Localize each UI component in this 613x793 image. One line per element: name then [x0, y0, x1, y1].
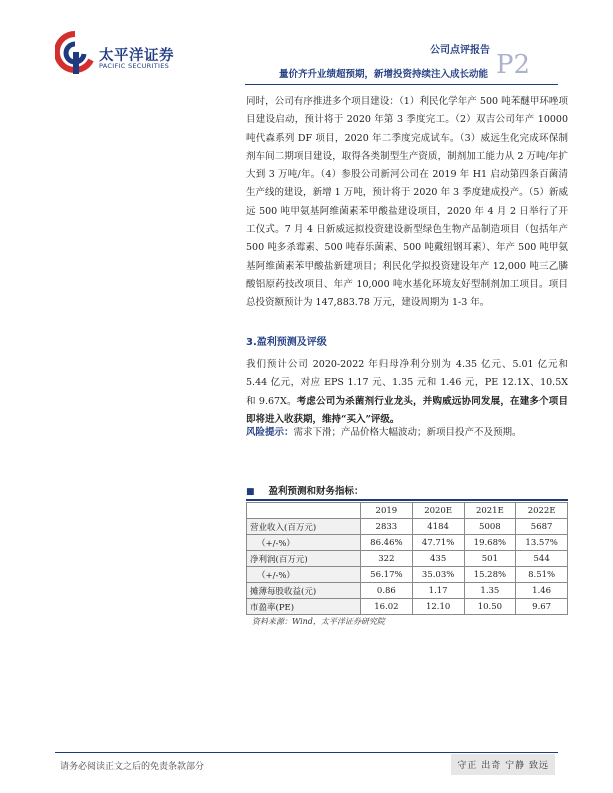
table-row: [247, 535, 568, 551]
forecast-paragraph: [246, 356, 568, 429]
report-type: 公司点评报告: [430, 45, 490, 56]
table-cell: 4184: [412, 519, 464, 535]
column-header: 2022E: [516, 503, 568, 519]
table-cell: 0.86: [361, 583, 413, 599]
table-cell: 56.17%: [361, 567, 413, 583]
table-cell: 5687: [516, 519, 568, 535]
forecast-text: 我们预计公司 2020-2022 年归母净利分别为 4.35 亿元、5.01 亿元和 5.44 亿元，对应 EPS 1.17 元、1.35 元和 1.46 元，PE 12.1X、10.5X 和 9.67X。: [246, 359, 568, 407]
table-row: [247, 567, 568, 583]
footer-divider: [55, 752, 558, 753]
table-row: [247, 551, 568, 567]
table-cell: 1.35: [464, 583, 516, 599]
table-cell: 1.17: [412, 583, 464, 599]
table-row: [247, 519, 568, 535]
table-cell: 19.68%: [464, 535, 516, 551]
table-row: [247, 599, 568, 615]
table-cell: 1.46: [516, 583, 568, 599]
row-label: 摊薄每股收益(元): [247, 583, 361, 599]
column-header: 2021E: [464, 503, 516, 519]
column-header: 2020E: [412, 503, 464, 519]
row-label: 净利润(百万元): [247, 551, 361, 567]
row-label: （+/-%）: [247, 535, 361, 551]
row-label: 市盈率(PE): [247, 599, 361, 615]
table-cell: 501: [464, 551, 516, 567]
footer-disclaimer: 请务必阅读正文之后的免责条款部分: [60, 762, 205, 772]
brand-name-cn: 太平洋证券: [99, 48, 174, 64]
square-bullet-icon: ■: [246, 487, 255, 497]
risk-warning: [246, 424, 568, 442]
table-cell: 13.57%: [516, 535, 568, 551]
table-cell: 8.51%: [516, 567, 568, 583]
header-divider: [245, 84, 558, 85]
financial-forecast-table: [246, 502, 568, 615]
project-paragraph: 同时，公司有序推进多个项目建设：（1）利民化学年产 500 吨苯醚甲环唑项目建设启动，预计将于 2020 年第 3 季度完工。（2）双吉公司年产 10000 吨代森系列 DF 项目，2020 年二季度完成试车。（3）威远生化完成环保制剂车间二期项目建设，取得各类制型生产资质，制剂加工能力从 2 万吨/年扩大到 3 万吨/年。（4）参股公司新河公司在 2019 年 H1 启动第四条百菌清生产线的建设，新增 1 万吨，预计将于 2020 年 3 季度建成投产。（5）新威远 500 吨甲氨基阿维菌素苯甲酸盐建设项目，2020 年 4 月 2 日举行了开工仪式。7 月 4 日新威远拟投资建设新型绿色生物产品制造项目（包括年产 500 吨多杀霉素、500 吨春乐菌素、500 吨戴纽钢耳素）、年产 500 吨甲氨基阿维菌素苯甲酸盐新建项目；利民化学拟投资建设年产 12,000 吨三乙膦酸铝原药技改项目、年产 10,000 吨水基化环境友好型制剂加工项目。项目总投资额预计为 147,883.78 万元，建设周期为 1-3 年。: [246, 96, 568, 309]
column-header: 2019: [361, 503, 413, 519]
table-top-rule: [246, 499, 568, 501]
brand-name-en: PACIFIC SECURITIES: [99, 62, 170, 70]
table-cell: 9.67: [516, 599, 568, 615]
table-cell: 435: [412, 551, 464, 567]
table-header-row: [247, 503, 568, 519]
risk-label: 风险提示：: [246, 427, 294, 438]
table-cell: 544: [516, 551, 568, 567]
brand-logo: [55, 30, 205, 78]
table-cell: 15.28%: [464, 567, 516, 583]
table-cell: 47.71%: [412, 535, 464, 551]
rating-text: 考虑公司为杀菌剂行业龙头，并购威远协同发展，在建多个项目即将进入收获期，维持“买入”评级。: [246, 395, 568, 425]
table-cell: 2833: [361, 519, 413, 535]
row-label: （+/-%）: [247, 567, 361, 583]
table-cell: 86.46%: [361, 535, 413, 551]
table-source: 资料来源：Wind，太平洋证券研究院: [252, 617, 385, 626]
table-cell: 10.50: [464, 599, 516, 615]
risk-text: 需求下滑；产品价格大幅波动；新项目投产不及预期。: [293, 427, 522, 438]
table-row: [247, 583, 568, 599]
table-cell: 16.02: [361, 599, 413, 615]
table-title: [246, 483, 364, 497]
section-heading-forecast: 3.盈利预测及评级: [246, 337, 327, 348]
footer-motto: 守正 出奇 宁静 致远: [451, 754, 555, 775]
table-title-text: 盈利预测和财务指标：: [268, 486, 364, 497]
report-subtitle: 量价齐升业绩超预期，新增投资持续注入成长动能: [278, 69, 488, 80]
table-corner-cell: [247, 503, 361, 519]
page-number: P2: [496, 50, 531, 80]
table-cell: 35.03%: [412, 567, 464, 583]
table-cell: 322: [361, 551, 413, 567]
table-cell: 5008: [464, 519, 516, 535]
table-cell: 12.10: [412, 599, 464, 615]
pacific-securities-logo-icon: [55, 30, 95, 78]
row-label: 营业收入(百万元): [247, 519, 361, 535]
